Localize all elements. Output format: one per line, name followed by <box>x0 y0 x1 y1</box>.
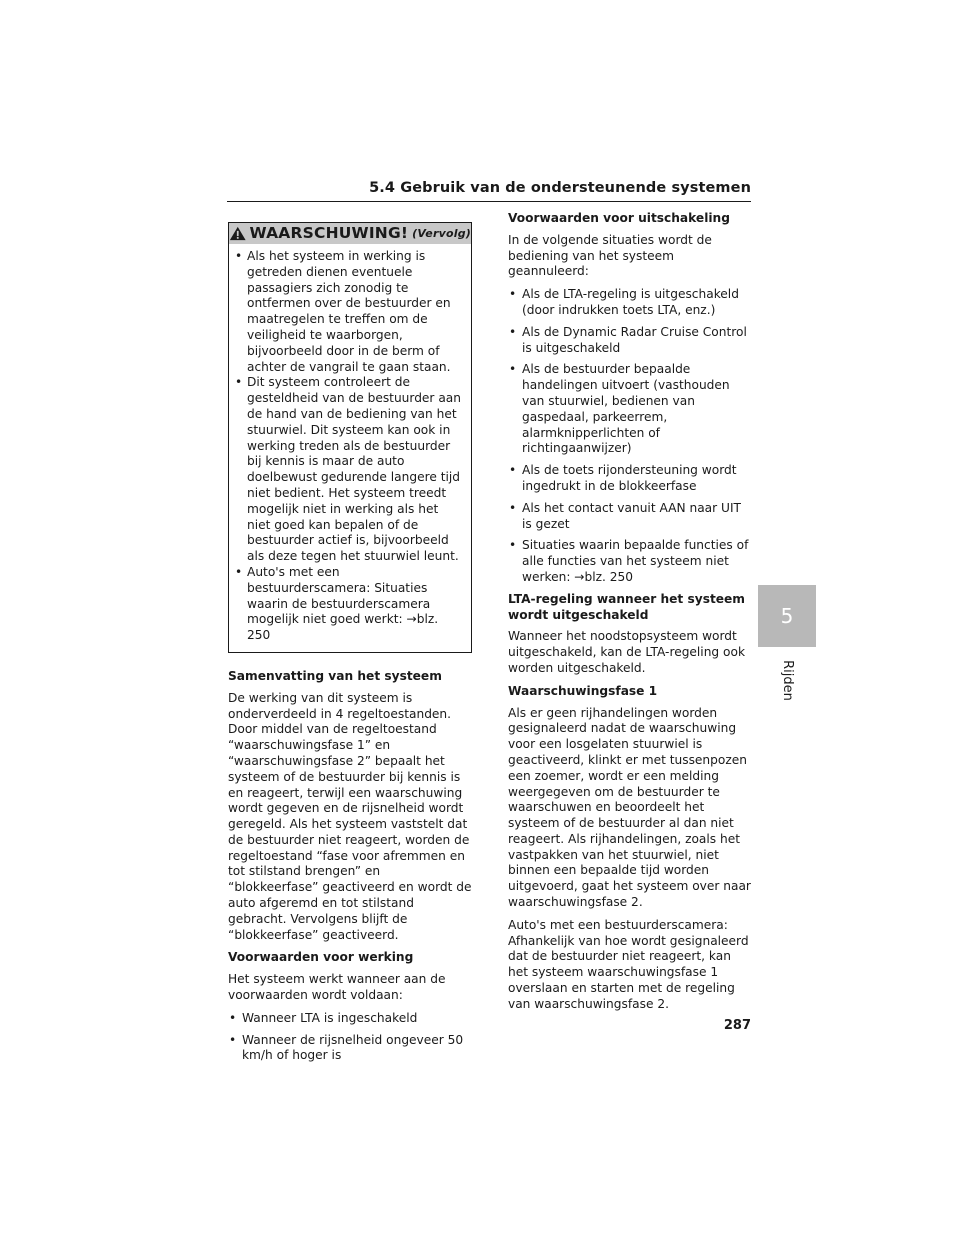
warning-item: • Als het systeem in werking is getreden dienen eventuele passagiers zich zonodig te ontfermen over de bestuurder en maatregelen te treffen om de veiligheid te waarborgen, bijvoorbeeld door in de berm of achter de vangrail te gaan staan. <box>233 249 463 375</box>
warning-title: WAARSCHUWING! <box>249 223 409 242</box>
list-item: • Situaties waarin bepaalde functies of alle functies van het systeem niet werken: →blz. 250 <box>508 538 752 585</box>
list-item: • Als het contact vanuit AAN naar UIT is gezet <box>508 501 752 533</box>
cancel-text: In de volgende situaties wordt de bediening van het systeem geannuleerd: <box>508 232 712 279</box>
list-item: • Wanneer de rijsnelheid ongeveer 50 km/h of hoger is <box>228 1033 472 1065</box>
warning-triangle-icon <box>229 225 247 242</box>
summary-text: De werking van dit systeem is onderverdeeld in 4 regeltoestanden. Door middel van de regeltoestand “waarschuwingsfase 1” en “waarschuwingsfase 2” bepaalt het systeem of de bestuurder bij kennis is en reageert, terwijl een waarschuwing wordt gegeven en de rijsnelheid wordt geregeld. Als het systeem vaststelt dat de bestuurder niet reageert, worden de regeltoestand “fase voor afremmen en tot stilstand brengen” en “blokkeerfase” geactiveerd en wordt de auto afgeremd en tot stilstand gebracht. Vervolgens blijft de “blokkeerfase” geactiveerd. <box>228 690 472 942</box>
operation-text: Het systeem werkt wanneer aan de voorwaarden wordt voldaan: <box>228 972 446 1003</box>
summary-heading: Samenvatting van het systeem <box>228 668 442 683</box>
camera-text: Auto's met een bestuurderscamera: Afhankelijk van hoe wordt gesignaleerd dat de bestuurder niet reageert, kan het systeem waarschuwingsfase 1 overslaan en starten met de regeling van waarschuwingsfase 2. <box>508 917 749 1011</box>
list-item: • Als de bestuurder bepaalde handelingen uitvoert (vasthouden van stuurwiel, bedienen van gaspedaal, parkeerrem, alarmknipperlichten of richtingaanwijzer) <box>508 362 752 457</box>
cancel-heading: Voorwaarden voor uitschakeling <box>508 211 730 225</box>
cancel-list <box>508 287 752 586</box>
list-item: • Als de Dynamic Radar Cruise Control is uitgeschakeld <box>508 325 752 357</box>
chapter-label-wrapper <box>758 655 816 705</box>
operation-list <box>228 1011 472 1064</box>
warning-list <box>229 244 471 652</box>
warning-continued: (Vervolg) <box>412 226 471 240</box>
section-header: 5.4 Gebruik van de ondersteunende systemen <box>227 180 751 202</box>
operation-heading: Voorwaarden voor werking <box>228 950 414 965</box>
warning-box <box>228 222 472 653</box>
list-item: • Wanneer LTA is ingeschakeld <box>228 1011 472 1027</box>
warning-header <box>229 223 471 244</box>
phase1-text: Als er geen rijhandelingen worden gesignaleerd nadat de waarschuwing voor een losgelaten stuurwiel is geactiveerd, klinkt er met tussenpozen een zoemer, wordt er een melding weergegeven om de bestuurder te waarschuwen en beoordeelt het systeem of de bestuurder al dan niet reageert. Als rijhandelingen, zoals het vastpakken van het stuurwiel, niet binnen een bepaalde tijd worden uitgevoerd, gaat het systeem over naar waarschuwingsfase 2. <box>508 705 751 910</box>
phase1-heading: Waarschuwingsfase 1 <box>508 683 658 698</box>
right-column <box>508 211 752 1020</box>
chapter-label: Rijden <box>779 659 795 701</box>
lta-heading: LTA-regeling wanneer het systeem wordt uitgeschakeld <box>508 591 746 622</box>
warning-item: • Auto's met een bestuurderscamera: Situaties waarin de bestuurderscamera mogelijk niet goed werkt: →blz. 250 <box>233 565 463 644</box>
chapter-tab <box>758 585 816 647</box>
list-item: • Als de LTA-regeling is uitgeschakeld (door indrukken toets LTA, enz.) <box>508 287 752 319</box>
list-item: • Als de toets rijondersteuning wordt ingedrukt in de blokkeerfase <box>508 463 752 495</box>
left-column <box>228 222 472 1070</box>
warning-item: • Dit systeem controleert de gesteldheid van de bestuurder aan de hand van de bediening van het stuurwiel. Dit systeem kan ook in werking treden als de bestuurder bij kennis is maar de auto doelbewust gedurende langere tijd niet bedient. Het systeem treedt mogelijk niet in werking als het niet goed kan bepalen of de bestuurder actief is, bijvoorbeeld als deze tegen het stuurwiel leunt. <box>233 375 463 565</box>
chapter-number: 5 <box>780 604 794 628</box>
page-number: 287 <box>723 1018 751 1033</box>
lta-text: Wanneer het noodstopsysteem wordt uitgeschakeld, kan de LTA-regeling ook worden uitgeschakeld. <box>508 629 746 675</box>
